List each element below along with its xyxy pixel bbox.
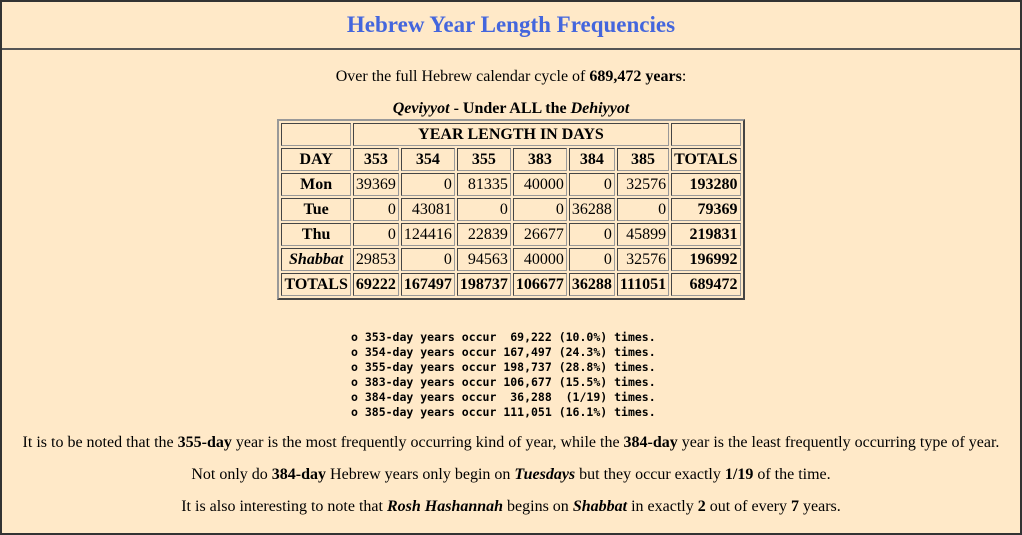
col-header-385: 385 bbox=[617, 148, 669, 171]
table-row bbox=[281, 248, 740, 271]
intro-text bbox=[2, 68, 1020, 86]
table-cell: 124416 bbox=[401, 223, 455, 246]
row-label-tue: Tue bbox=[281, 198, 350, 221]
table-wrapper bbox=[2, 119, 1020, 300]
table-group-header-row bbox=[281, 123, 740, 146]
col-header-totals: TOTALS bbox=[671, 148, 740, 171]
column-total: 111051 bbox=[617, 273, 669, 296]
row-total: 196992 bbox=[671, 248, 740, 271]
p2-text: Not only do bbox=[191, 466, 272, 483]
p3-text: It is also interesting to note that bbox=[181, 498, 387, 515]
table-corner-cell-right bbox=[671, 123, 740, 146]
occurrence-list bbox=[351, 330, 671, 420]
p1-text: It is to be noted that the bbox=[22, 434, 178, 451]
p3-text: out of every bbox=[705, 498, 792, 515]
table-cell: 0 bbox=[353, 198, 399, 221]
p3-shabbat: Shabbat bbox=[572, 498, 628, 515]
table-cell: 32576 bbox=[617, 248, 669, 271]
table-cell: 29853 bbox=[353, 248, 399, 271]
p2-384-day: 384-day bbox=[271, 466, 327, 483]
table-cell: 94563 bbox=[457, 248, 511, 271]
table-cell: 0 bbox=[401, 173, 455, 196]
table-totals-row bbox=[281, 273, 740, 296]
caption-qeviyyot: Qeviyyot bbox=[392, 100, 450, 117]
table-cell: 0 bbox=[569, 173, 615, 196]
list-item: o 383-day years occur 106,677 (15.5%) times. bbox=[351, 375, 656, 389]
table-cell: 36288 bbox=[569, 198, 615, 221]
table-caption bbox=[2, 100, 1020, 118]
grand-total: 689472 bbox=[671, 273, 740, 296]
row-label-shabbat: Shabbat bbox=[281, 248, 350, 271]
year-length-header: YEAR LENGTH IN DAYS bbox=[353, 123, 669, 146]
row-total: 193280 bbox=[671, 173, 740, 196]
table-row bbox=[281, 198, 740, 221]
col-header-354: 354 bbox=[401, 148, 455, 171]
p2-fraction: 1/19 bbox=[724, 466, 754, 483]
table-cell: 0 bbox=[617, 198, 669, 221]
table-cell: 40000 bbox=[513, 248, 567, 271]
note-paragraph-1 bbox=[2, 434, 1020, 452]
intro-pre: Over the full Hebrew calendar cycle of bbox=[335, 68, 590, 85]
table-corner-cell bbox=[281, 123, 350, 146]
p1-355-day: 355-day bbox=[177, 434, 232, 451]
table-row bbox=[281, 173, 740, 196]
row-label-totals: TOTALS bbox=[281, 273, 350, 296]
table-cell: 39369 bbox=[353, 173, 399, 196]
col-header-353: 353 bbox=[353, 148, 399, 171]
note-paragraph-3 bbox=[2, 498, 1020, 516]
intro-cycle-count: 689,472 years bbox=[589, 68, 682, 85]
col-header-day: DAY bbox=[281, 148, 350, 171]
col-header-355: 355 bbox=[457, 148, 511, 171]
table-column-header-row bbox=[281, 148, 740, 171]
col-header-384: 384 bbox=[569, 148, 615, 171]
table-cell: 32576 bbox=[617, 173, 669, 196]
p1-text: year is the least frequently occurring type of year. bbox=[677, 434, 1000, 451]
p3-total: 7 bbox=[791, 498, 800, 515]
row-label-mon: Mon bbox=[281, 173, 350, 196]
row-total: 79369 bbox=[671, 198, 740, 221]
table-cell: 0 bbox=[457, 198, 511, 221]
intro-post: : bbox=[681, 68, 687, 85]
caption-dehiyyot: Dehiyyot bbox=[570, 100, 630, 117]
list-item: o 384-day years occur 36,288 (1/19) times. bbox=[351, 390, 656, 404]
table-cell: 40000 bbox=[513, 173, 567, 196]
table-row bbox=[281, 223, 740, 246]
table-cell: 26677 bbox=[513, 223, 567, 246]
row-label-thu: Thu bbox=[281, 223, 350, 246]
caption-mid: - Under ALL the bbox=[449, 100, 571, 117]
p2-text: but they occur exactly bbox=[575, 466, 725, 483]
table-cell: 0 bbox=[401, 248, 455, 271]
column-total: 106677 bbox=[513, 273, 567, 296]
p3-rosh-hashannah: Rosh Hashannah bbox=[386, 498, 504, 515]
table-cell: 43081 bbox=[401, 198, 455, 221]
table-cell: 0 bbox=[569, 223, 615, 246]
column-total: 167497 bbox=[401, 273, 455, 296]
list-item: o 353-day years occur 69,222 (10.0%) times. bbox=[351, 330, 656, 344]
table-cell: 22839 bbox=[457, 223, 511, 246]
table-cell: 81335 bbox=[457, 173, 511, 196]
p3-text: begins on bbox=[503, 498, 573, 515]
p1-text: year is the most frequently occurring kind of year, while the bbox=[231, 434, 624, 451]
p3-text: years. bbox=[799, 498, 841, 515]
col-header-383: 383 bbox=[513, 148, 567, 171]
p3-count: 2 bbox=[697, 498, 706, 515]
column-total: 198737 bbox=[457, 273, 511, 296]
table-cell: 45899 bbox=[617, 223, 669, 246]
column-total: 69222 bbox=[353, 273, 399, 296]
list-item: o 355-day years occur 198,737 (28.8%) times. bbox=[351, 360, 656, 374]
list-item: o 354-day years occur 167,497 (24.3%) times. bbox=[351, 345, 656, 359]
table-cell: 0 bbox=[569, 248, 615, 271]
table-cell: 0 bbox=[353, 223, 399, 246]
p3-text: in exactly bbox=[627, 498, 698, 515]
frequency-table bbox=[277, 119, 744, 300]
p2-tuesdays: Tuesdays bbox=[514, 466, 576, 483]
p2-text: Hebrew years only begin on bbox=[326, 466, 515, 483]
title-bar bbox=[2, 2, 1020, 50]
page-title: Hebrew Year Length Frequencies bbox=[346, 12, 676, 37]
list-item: o 385-day years occur 111,051 (16.1%) times. bbox=[351, 405, 656, 419]
note-paragraph-2 bbox=[2, 466, 1020, 484]
row-total: 219831 bbox=[671, 223, 740, 246]
p1-384-day: 384-day bbox=[623, 434, 678, 451]
p2-text: of the time. bbox=[753, 466, 831, 483]
table-cell: 0 bbox=[513, 198, 567, 221]
column-total: 36288 bbox=[569, 273, 615, 296]
